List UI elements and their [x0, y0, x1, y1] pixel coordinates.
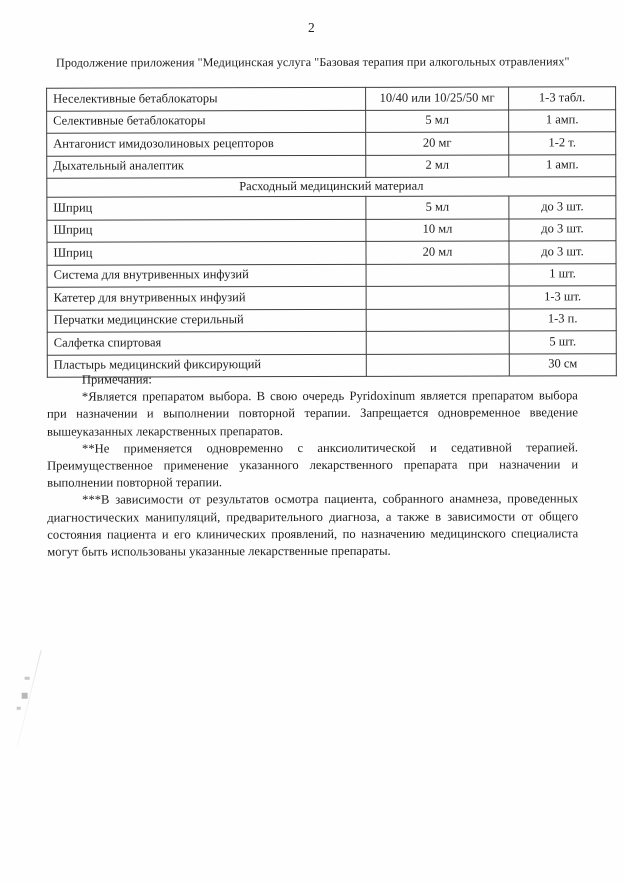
item-name-cell: Шприц: [47, 241, 366, 264]
table-row: [47, 154, 616, 178]
table-row: [47, 308, 616, 332]
scan-artifact: [7, 649, 47, 759]
dose-cell: 10 мл: [366, 218, 509, 241]
medical-supplies-table: [46, 86, 617, 377]
quantity-cell: 1-3 шт.: [509, 286, 616, 309]
dose-cell: [366, 263, 509, 286]
quantity-cell: 1 амп.: [509, 154, 616, 177]
note-paragraph: ***В зависимости от результатов осмотра пациента, собранного анамнеза, проведенных диагностических манипуляций, предварительного диагноза, а также в зависимости от общего состояния пациента и его клинических проявлений, по назначению медицинского специалиста могут быть использованы указанные лекарственные препараты.: [47, 491, 579, 559]
item-name-cell: Салфетка спиртовая: [47, 331, 366, 354]
item-name-cell: Шприц: [47, 196, 366, 219]
quantity-cell: 30 см: [509, 353, 616, 376]
table-row: [47, 218, 616, 242]
dose-cell: 20 мл: [366, 241, 509, 264]
table-row: [47, 263, 616, 287]
quantity-cell: 1 амп.: [509, 109, 616, 132]
item-name-cell: Селективные бетаблокаторы: [47, 110, 366, 133]
page-number: 2: [308, 19, 315, 36]
quantity-cell: 1-3 п.: [509, 308, 616, 331]
notes-section: [47, 370, 578, 561]
dose-cell: 2 мл: [366, 154, 509, 177]
table-row: [47, 132, 616, 156]
item-name-cell: Дыхательный аналептик: [47, 155, 366, 178]
item-name-cell: Шприц: [47, 219, 366, 242]
scan-artifact-line: [17, 650, 42, 747]
dose-cell: [366, 286, 509, 309]
quantity-cell: 1-2 т.: [509, 132, 616, 155]
table-row: [47, 286, 616, 310]
item-name-cell: Система для внутривенных инфузий: [47, 264, 366, 287]
quantity-cell: 1 шт.: [509, 263, 616, 286]
quantity-cell: до 3 шт.: [509, 241, 616, 264]
table-row: [47, 196, 616, 220]
table-row: [47, 331, 616, 355]
table-section-header-row: [47, 177, 616, 197]
dose-cell: [366, 331, 509, 354]
dose-cell: 5 мл: [366, 109, 509, 132]
table-row: [47, 241, 616, 265]
dose-cell: [366, 308, 509, 331]
quantity-cell: 1-3 табл.: [509, 87, 616, 110]
quantity-cell: до 3 шт.: [509, 218, 616, 241]
dose-cell: 10/40 или 10/25/50 мг: [366, 87, 509, 110]
item-name-cell: Антагонист имидозолиновых рецепторов: [47, 132, 366, 155]
appendix-continuation-header: Продолжение приложения "Медицинская услуга "Базовая терапия при алкогольных отравлениях": [55, 54, 570, 70]
notes-title: Примечания:: [81, 372, 152, 387]
dose-cell: 20 мг: [366, 132, 509, 155]
section-header-cell: Расходный медицинский материал: [47, 177, 616, 197]
scan-artifact-speck: [17, 707, 21, 710]
scan-artifact-speck: [22, 693, 28, 699]
item-name-cell: Перчатки медицинские стерильный: [47, 309, 366, 332]
table-row: [47, 109, 616, 133]
quantity-cell: до 3 шт.: [509, 196, 616, 219]
note-paragraph: **Не применяется одновременно с анксиолитической и седативной терапией. Преимущественное применение указанного лекарственного препарата при назначении и выполнении повторной терапии.: [47, 440, 579, 490]
quantity-cell: 5 шт.: [509, 331, 616, 354]
item-name-cell: Катетер для внутривенных инфузий: [47, 286, 366, 309]
table-row: [47, 87, 616, 111]
item-name-cell: Пластырь медицинский фиксирующий: [47, 354, 366, 377]
scan-artifact-speck: [25, 677, 30, 680]
note-paragraph: *Является препаратом выбора. В свою очередь Pyridoxinum является препаратом выбора при назначении и выполнении повторной терапии. Запрещается одновременное введение вышеуказанных лекарственных препаратов.: [46, 388, 578, 439]
dose-cell: 5 мл: [366, 196, 509, 219]
item-name-cell: Неселективные бетаблокаторы: [47, 87, 366, 110]
